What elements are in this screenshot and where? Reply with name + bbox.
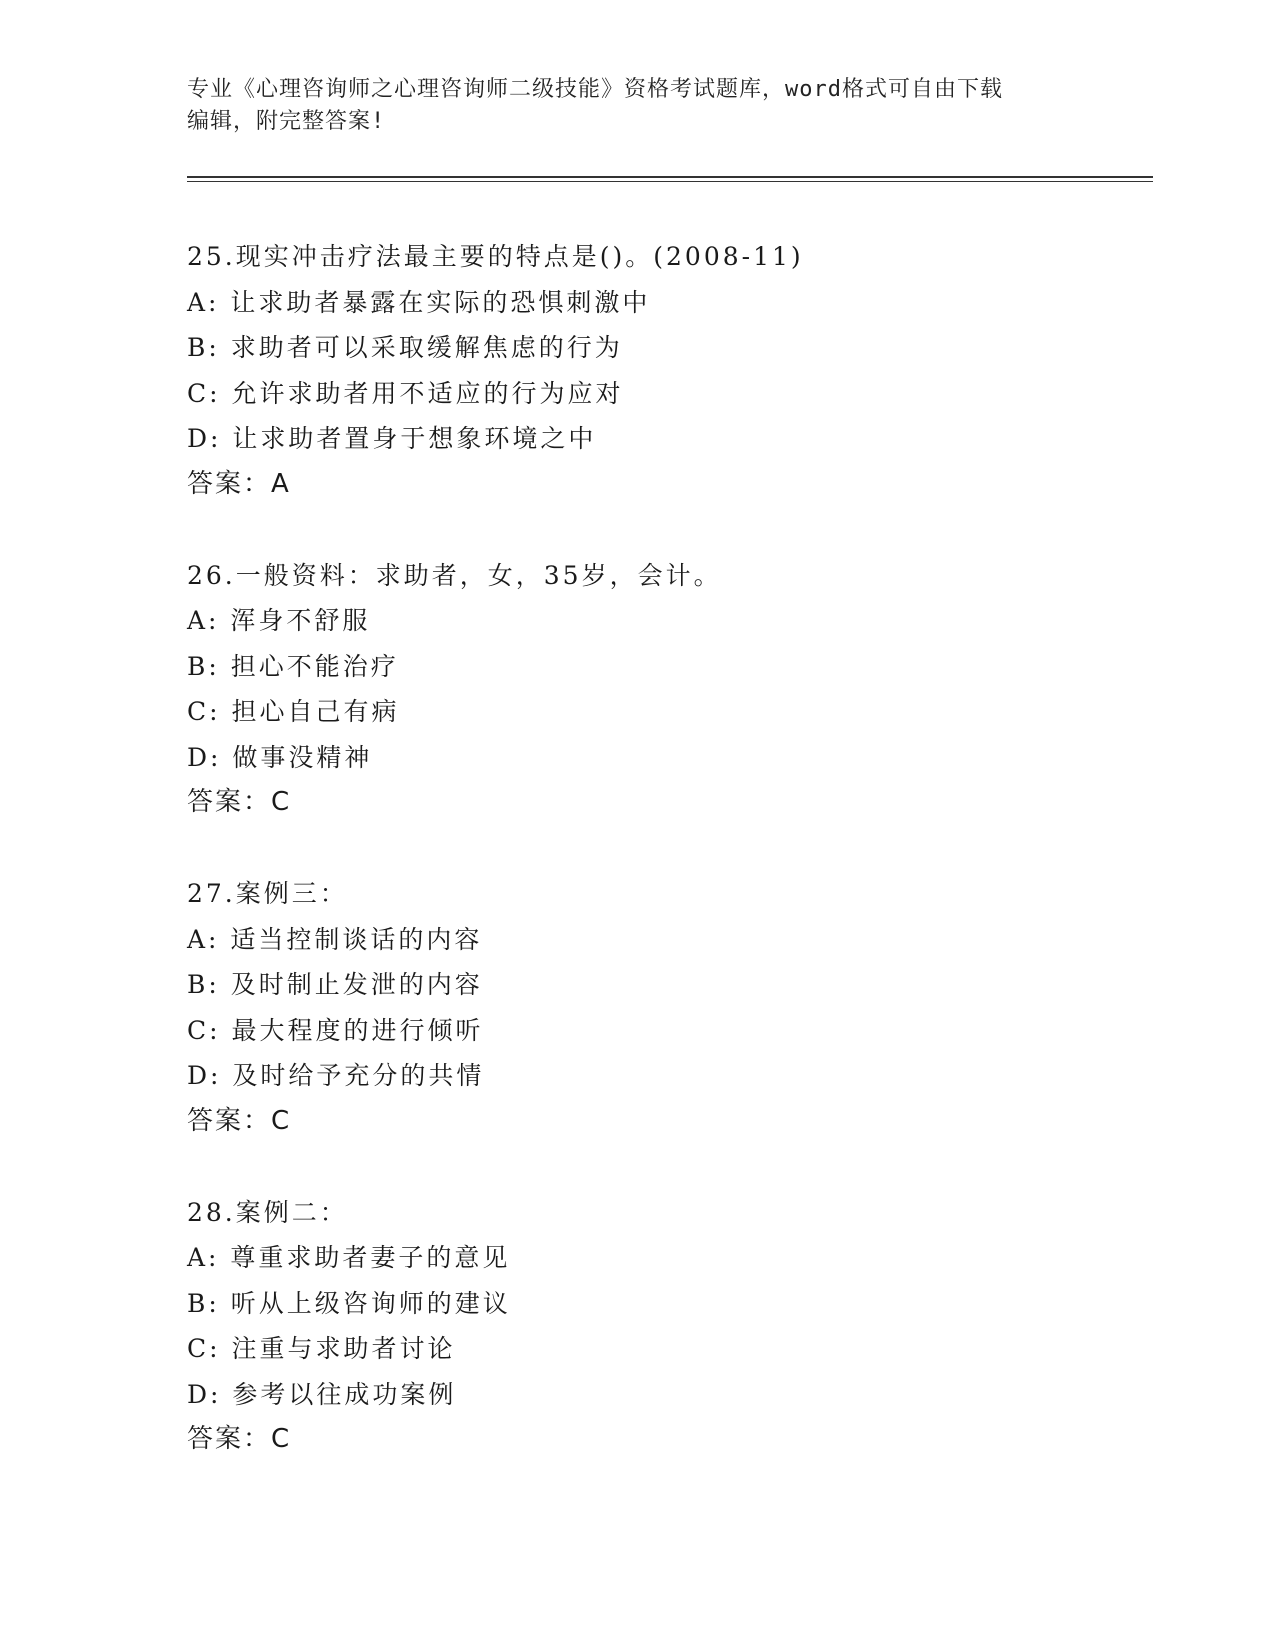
answer: 答案：A — [187, 468, 291, 499]
spacer — [187, 1144, 1167, 1190]
question-stem: 27.案例三： — [187, 879, 348, 908]
option-b: B: 及时制止发泄的内容 — [187, 970, 483, 999]
header-divider — [187, 176, 1153, 178]
document-header — [187, 74, 1067, 138]
answer: 答案：C — [187, 787, 292, 817]
header-line-2: 编辑，附完整答案! — [187, 109, 386, 134]
answer: 答案：C — [187, 1105, 292, 1136]
option-c: C: 最大程度的进行倾听 — [187, 1015, 484, 1045]
option-b: B: 担心不能治疗 — [187, 651, 399, 681]
option-a: A: 尊重求助者妻子的意见 — [187, 1243, 511, 1272]
header-divider-thin — [187, 181, 1153, 182]
header-line-1: 专业《心理咨询师之心理咨询师二级技能》资格考试题库，word格式可自由下载 — [187, 77, 1003, 102]
option-d: D: 做事没精神 — [187, 742, 373, 772]
question-28 — [187, 1190, 1167, 1463]
option-c: C: 允许求助者用不适应的行为应对 — [187, 378, 624, 408]
question-26 — [187, 553, 1167, 872]
question-stem: 25.现实冲击疗法最主要的特点是()。(2008-11) — [187, 242, 804, 271]
question-stem: 26.一般资料：求助者，女，35岁，会计。 — [187, 560, 722, 590]
option-a: A: 让求助者暴露在实际的恐惧刺激中 — [187, 287, 651, 317]
option-d: D: 及时给予充分的共情 — [187, 1061, 485, 1090]
spacer — [187, 507, 1167, 553]
question-stem: 28.案例二： — [187, 1197, 348, 1227]
option-d: D: 参考以往成功案例 — [187, 1379, 457, 1409]
option-c: C: 担心自己有病 — [187, 697, 400, 726]
option-b: B: 听从上级咨询师的建议 — [187, 1288, 511, 1318]
answer: 答案：C — [187, 1424, 292, 1454]
question-25 — [187, 234, 1167, 553]
option-a: A: 适当控制谈话的内容 — [187, 924, 483, 954]
question-list — [187, 234, 1167, 1463]
option-c: C: 注重与求助者讨论 — [187, 1334, 456, 1363]
option-a: A: 浑身不舒服 — [187, 606, 371, 635]
spacer — [187, 826, 1167, 872]
option-d: D: 让求助者置身于想象环境之中 — [187, 424, 597, 453]
question-27 — [187, 871, 1167, 1190]
option-b: B: 求助者可以采取缓解焦虑的行为 — [187, 333, 623, 362]
